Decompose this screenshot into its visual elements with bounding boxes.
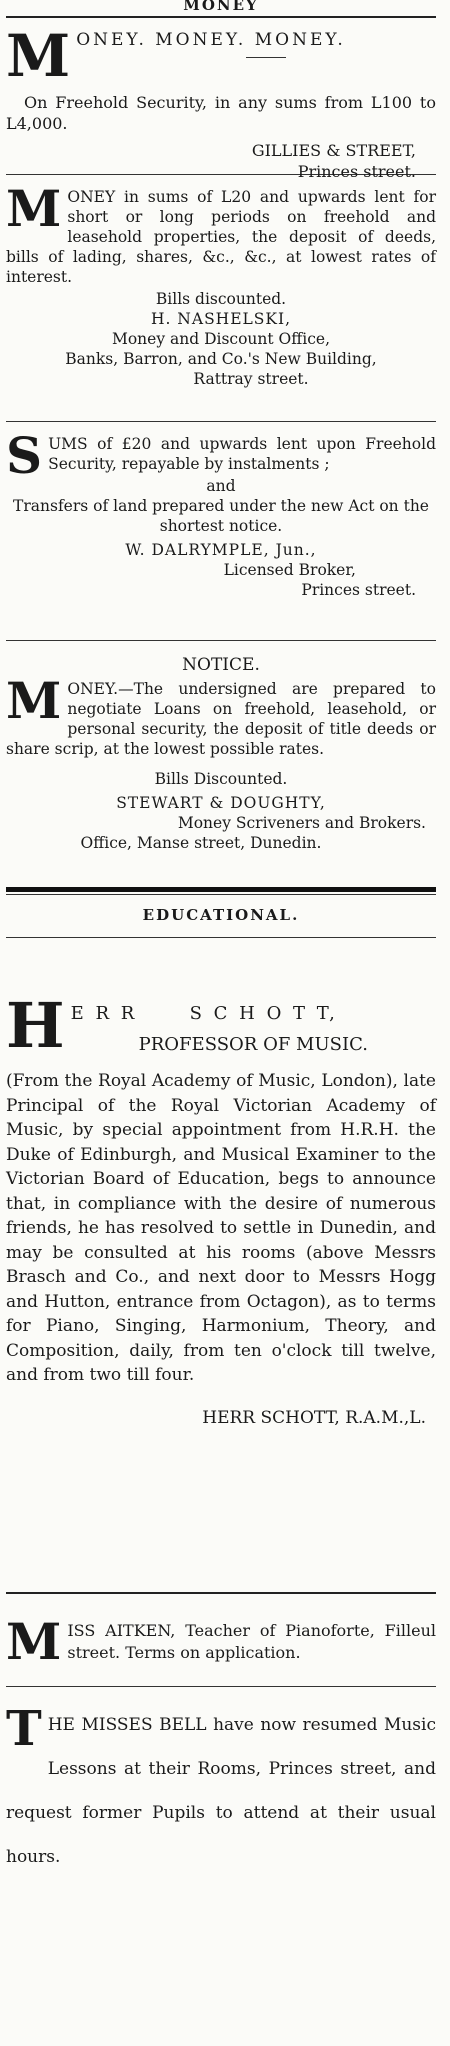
ad-headline: E R R S C H O T T, xyxy=(70,1003,338,1024)
ad-herr-schott xyxy=(6,989,436,1578)
ad-body: ONEY in sums of L20 and upwards lent for short or long periods on freehold and leasehold properties, the deposit of deeds, bills of lading, shares, &c., &c., at lowest rates of interest. xyxy=(6,188,436,286)
address: Princes street. xyxy=(301,581,416,599)
ad-miss-aitken xyxy=(6,1612,436,1678)
address: Princes street. xyxy=(297,162,416,181)
firm-title: Money Scriveners and Brokers. xyxy=(177,814,426,832)
ad-nashelski xyxy=(6,179,436,407)
divider xyxy=(6,937,436,938)
drop-cap: H xyxy=(6,989,65,1062)
ad-body: ONEY.—The undersigned are prepared to negotiate Loans on freehold, leasehold, or personal security, the deposit of title deeds or share scrip, at the lowest possible rates. xyxy=(6,680,436,758)
ad-body: HE MISSES BELL have now resumed Music Lessons at their Rooms, Princes street, and request former Pupils to attend at their usual hours. xyxy=(6,1715,436,1867)
ad-gillies-street xyxy=(6,22,436,181)
divider xyxy=(246,57,286,58)
drop-cap: M xyxy=(6,22,71,90)
ad-subhead: PROFESSOR OF MUSIC. xyxy=(138,1033,368,1055)
ad-misses-bell xyxy=(6,1703,436,1879)
drop-cap: M xyxy=(6,671,62,730)
drop-cap: T xyxy=(6,1701,42,1757)
drop-cap: S xyxy=(6,426,43,485)
ad-heading: NOTICE. xyxy=(182,655,260,675)
ad-body: ISS AITKEN, Teacher of Pianoforte, Filleul street. Terms on application. xyxy=(67,1621,436,1662)
divider xyxy=(6,1686,436,1687)
broker-name: H. NASHELSKI, xyxy=(150,310,292,328)
divider xyxy=(6,894,436,895)
ad-stewart-doughty xyxy=(6,655,436,875)
section-heading-educational: EDUCATIONAL. xyxy=(142,906,300,924)
office: Money and Discount Office, xyxy=(111,330,331,348)
divider xyxy=(6,421,436,422)
address: Office, Manse street, Dunedin. xyxy=(80,834,322,852)
ad-body: On Freehold Security, in any sums from L100 to L4,000. xyxy=(6,93,436,133)
ad-note: Bills Discounted. xyxy=(154,770,288,788)
ad-body: UMS of £20 and upwards lent upon Freehold Security, repayable by instalments ; xyxy=(48,435,436,473)
ad-headline: ONEY. MONEY. MONEY. xyxy=(76,30,346,50)
address: Rattray street. xyxy=(193,370,309,388)
drop-cap: M xyxy=(6,1612,62,1671)
ad-conjunction: and xyxy=(206,477,236,495)
ad-signature: HERR SCHOTT, R.A.M.,L. xyxy=(202,1407,426,1428)
divider xyxy=(6,640,436,641)
broker-name: W. DALRYMPLE, Jun., xyxy=(125,541,317,559)
firm-name: STEWART & DOUGHTY, xyxy=(116,794,326,812)
divider xyxy=(6,887,436,892)
divider xyxy=(6,16,436,18)
broker-title: Licensed Broker, xyxy=(223,561,356,579)
building: Banks, Barron, and Co.'s New Building, xyxy=(65,350,377,368)
ad-dalrymple xyxy=(6,426,436,634)
divider xyxy=(6,1592,436,1594)
ad-body: (From the Royal Academy of Music, London), late Principal of the Royal Victorian Academy of Music, by special appointment from H.R.H. the Duke of Edinburgh, and Musical Examiner to the Victorian Board of Education, begs to announce that, in compliance with the desire of numerous friends, he has resolved to settle in Dunedin, and may be consulted at his rooms (above Messrs Brasch and Co., and next door to Messrs Hogg and Hutton, entrance from Octagon), as to terms for Piano, Singing, Harmonium, Theory, and Composition, daily, from ten o'clock till twelve, and from two till four. xyxy=(6,1071,436,1385)
firm-name: GILLIES & STREET, xyxy=(251,141,416,160)
drop-cap: M xyxy=(6,179,62,238)
section-heading-money: MONEY xyxy=(183,0,259,14)
ad-body-continued: Transfers of land prepared under the new Act on the shortest notice. xyxy=(13,497,429,535)
ad-note: Bills discounted. xyxy=(155,290,287,308)
